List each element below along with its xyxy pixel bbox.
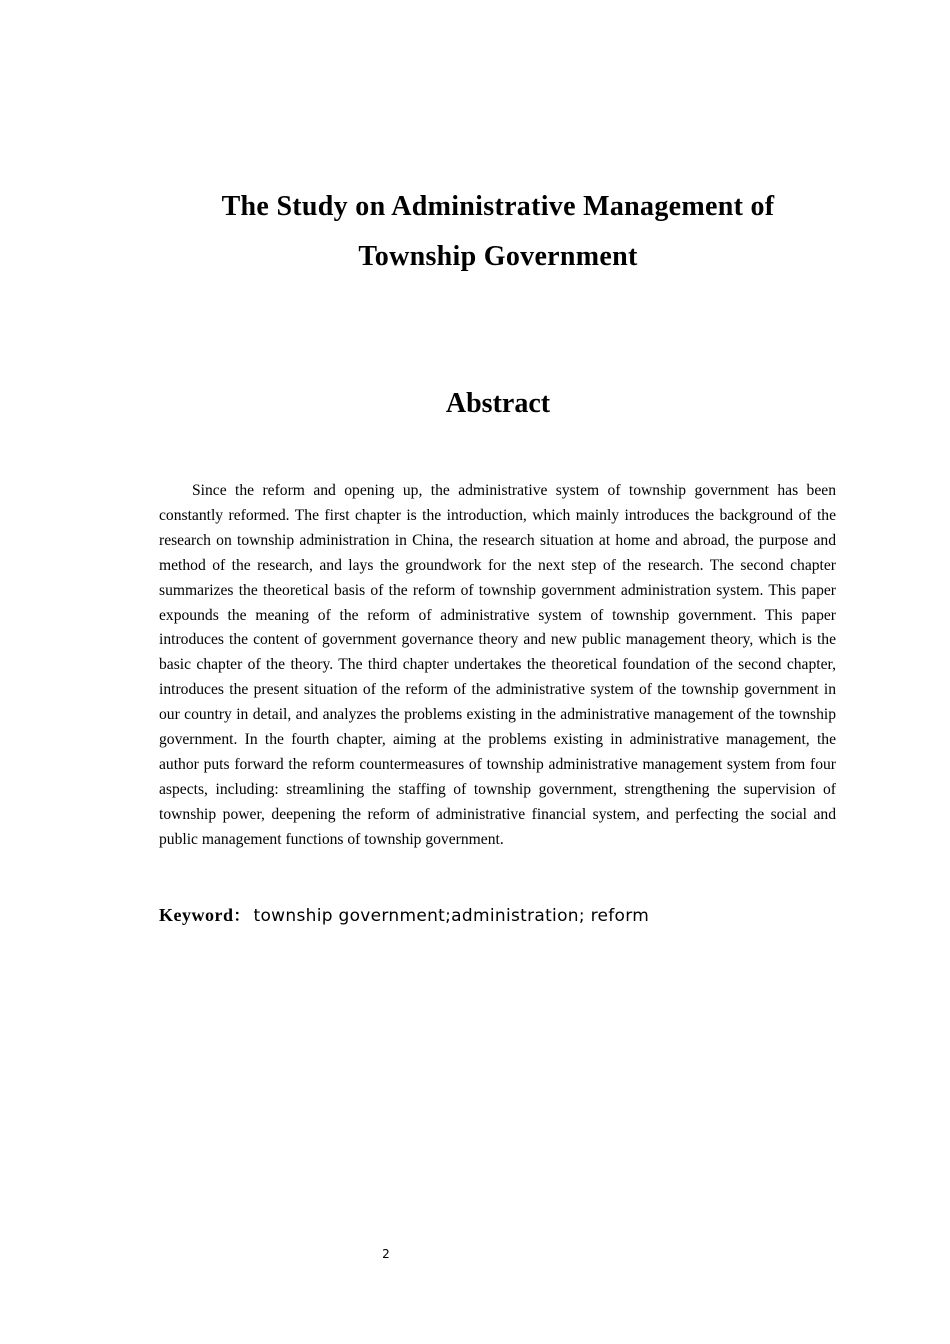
paper-title bbox=[159, 182, 837, 282]
paper-title-line-1: The Study on Administrative Management of bbox=[221, 191, 775, 222]
page-number: 2 bbox=[382, 1247, 390, 1261]
abstract-heading: Abstract bbox=[445, 388, 551, 419]
keyword-values: township government;administration; reform bbox=[253, 906, 650, 926]
keyword-label: Keyword bbox=[159, 905, 234, 925]
abstract-paragraph: Since the reform and opening up, the administrative system of township government has been constantly reformed. The first chapter is the introduction, which mainly introduces the background of the research on township administration in China, the research situation at home and abroad, the purpose and method of the research, and lays the groundwork for the next step of the research. The second chapter summarizes the theoretical basis of the reform of township government administration system. This paper expounds the meaning of the reform of administrative system of township government. This paper introduces the content of government governance theory and new public management theory, which is the basic chapter of the theory. The third chapter undertakes the theoretical foundation of the second chapter, introduces the present situation of the reform of the administrative system of the township government in our country in detail, and analyzes the problems existing in the administrative management of the township government. In the fourth chapter, aiming at the problems existing in administrative management, the author puts forward the reform countermeasures of township administrative management system from four aspects, including: streamlining the staffing of township government, strengthening the supervision of township power, deepening the reform of administrative financial system, and perfecting the social and public management functions of township government. bbox=[159, 482, 836, 848]
paper-title-line-2: Township Government bbox=[358, 241, 638, 272]
keyword-separator: ： bbox=[233, 906, 250, 925]
keyword-line bbox=[159, 902, 837, 929]
